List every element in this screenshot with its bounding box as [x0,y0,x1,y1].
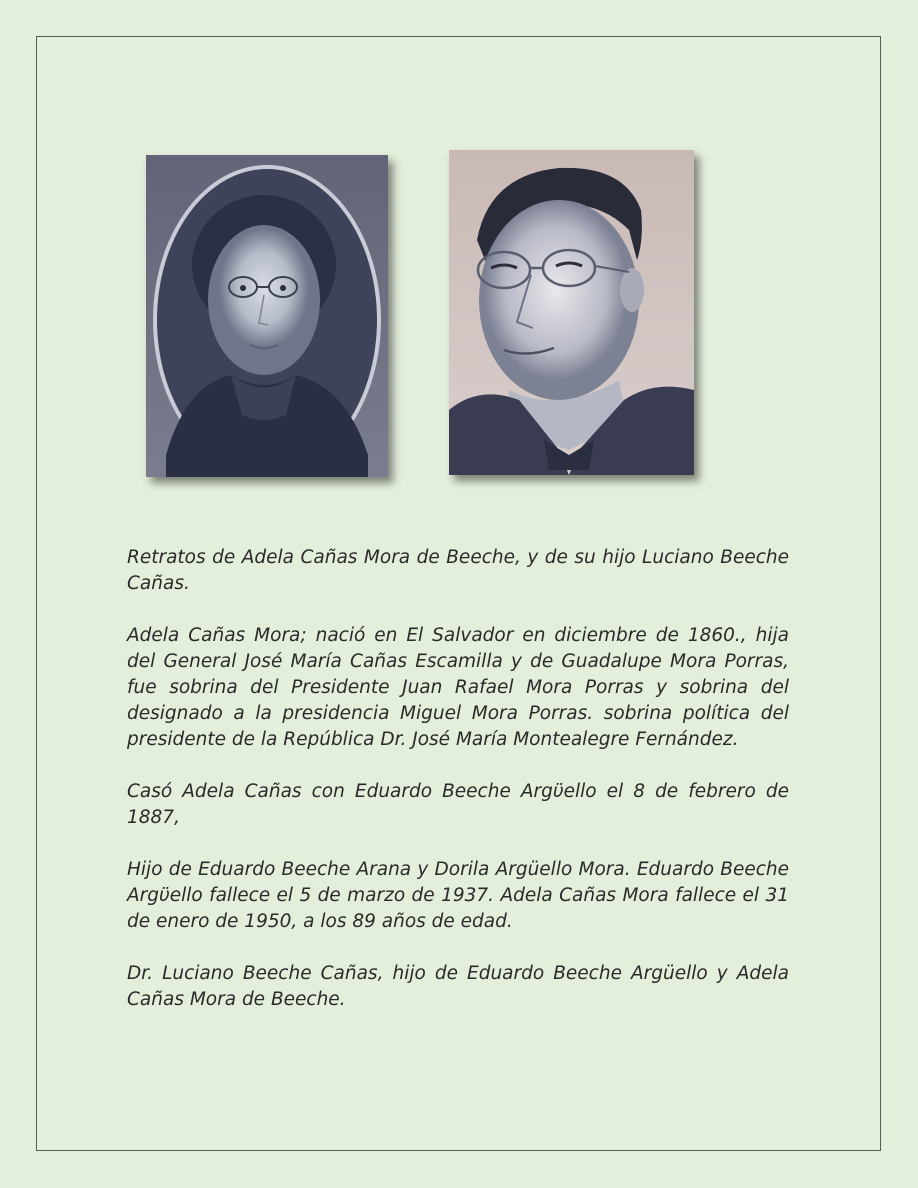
portrait-man-glasses-photo [449,150,694,475]
paragraph-portraits-caption: Retratos de Adela Cañas Mora de Beeche, y de su hijo Luciano Beeche Cañas. [127,547,789,594]
paragraph-adela-biography: Adela Cañas Mora; nació en El Salvador en diciembre de 1860., hija del General José María Cañas Escamilla y de Guadalupe Mora Porras, fue sobrina del Presidente Juan Rafael Mora Porras y sobrina del designado a la presidencia Miguel Mora Porras. sobrina política del presidente de la República Dr. José María Montealegre Fernández. [127,625,789,750]
portrait-woman-oval-photo [146,155,388,477]
paragraph-marriage: Casó Adela Cañas con Eduardo Beeche Argϋello el 8 de febrero de 1887, [127,781,789,828]
portrait-photo-adela [146,155,388,477]
caption-text-block [127,545,789,1039]
paragraph-husband-parents-deaths: Hijo de Eduardo Beeche Arana y Dorila Argüello Mora. Eduardo Beeche Argϋello fallece el 5 de marzo de 1937. Adela Cañas Mora fallece el 31 de enero de 1950, a los 89 años de edad. [127,859,789,932]
portrait-photo-luciano [449,150,694,475]
paragraph-luciano: Dr. Luciano Beeche Cañas, hijo de Eduardo Beeche Argüello y Adela Cañas Mora de Beeche. [127,963,789,1010]
